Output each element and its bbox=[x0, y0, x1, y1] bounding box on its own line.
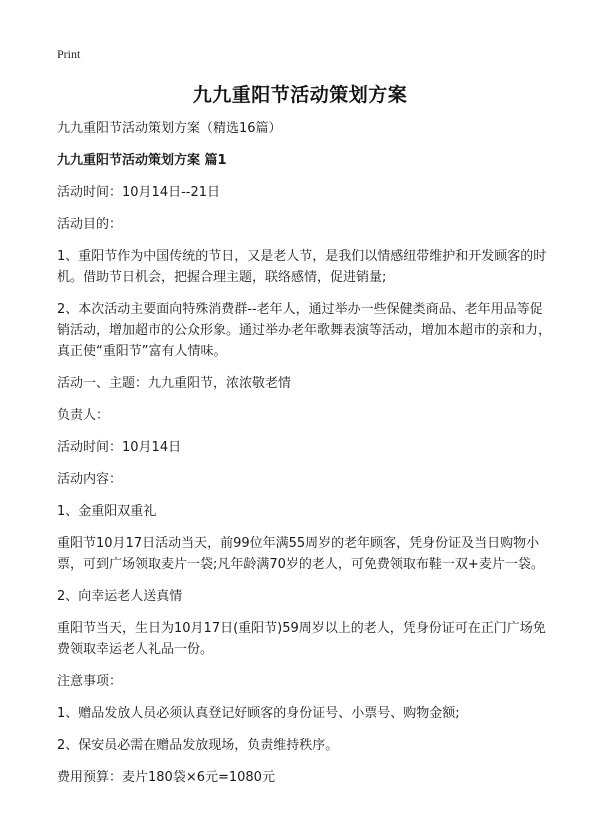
paragraph-budget: 费用预算：麦片180袋×6元=1080元 bbox=[57, 770, 275, 785]
paragraph-lucky-elder: 2、向幸运老人送真情 bbox=[57, 589, 183, 604]
paragraph-notes-label: 注意事项： bbox=[57, 674, 123, 689]
paragraph-responsible-person: 负责人： bbox=[57, 408, 110, 423]
section-heading: 九九重阳节活动策划方案 篇1 bbox=[57, 153, 227, 168]
document-title: 九九重阳节活动策划方案 bbox=[192, 84, 408, 106]
print-label: Print bbox=[57, 47, 81, 61]
paragraph-double-gift: 1、金重阳双重礼 bbox=[57, 504, 157, 519]
paragraph-purpose-1: 1、重阳节作为中国传统的节日，又是老人节，是我们以情感纽带维护和开发顾客的时机。借助节日机会，把握合理主题，联络感情，促进销量; bbox=[57, 249, 547, 285]
document-subtitle: 九九重阳节活动策划方案（精选16篇） bbox=[57, 121, 282, 136]
paragraph-double-gift-detail: 重阳节10月17日活动当天，前99位年满55周岁的老年顾客，凭身份证及当日购物小票，可到广场领取麦片一袋;凡年龄满70岁的老人，可免费领取布鞋一双+麦片一袋。 bbox=[57, 536, 544, 572]
paragraph-activity-purpose-label: 活动目的： bbox=[57, 217, 123, 232]
document-body bbox=[57, 118, 551, 799]
paragraph-activity-time: 活动时间：10月14日--21日 bbox=[57, 185, 221, 200]
paragraph-note-1: 1、赠品发放人员必须认真登记好顾客的身份证号、小票号、购物金额; bbox=[57, 706, 460, 721]
paragraph-note-2: 2、保安员必需在赠品发放现场，负责维持秩序。 bbox=[57, 738, 339, 753]
paragraph-activity-content-label: 活动内容： bbox=[57, 472, 123, 487]
paragraph-activity-date: 活动时间：10月14日 bbox=[57, 440, 182, 455]
paragraph-purpose-2: 2、本次活动主要面向特殊消费群--老年人，通过举办一些保健类商品、老年用品等促销活动，增加超市的公众形象。通过举办老年歌舞表演等活动，增加本超市的亲和力，真正使“重阳节”富有人情味。 bbox=[57, 302, 552, 359]
paragraph-activity-one-theme: 活动一、主题：九九重阳节，浓浓敬老情 bbox=[57, 376, 292, 391]
paragraph-lucky-elder-detail: 重阳节当天，生日为10月17日(重阳节)59周岁以上的老人，凭身份证可在正门广场免费领取幸运老人礼品一份。 bbox=[57, 621, 546, 657]
